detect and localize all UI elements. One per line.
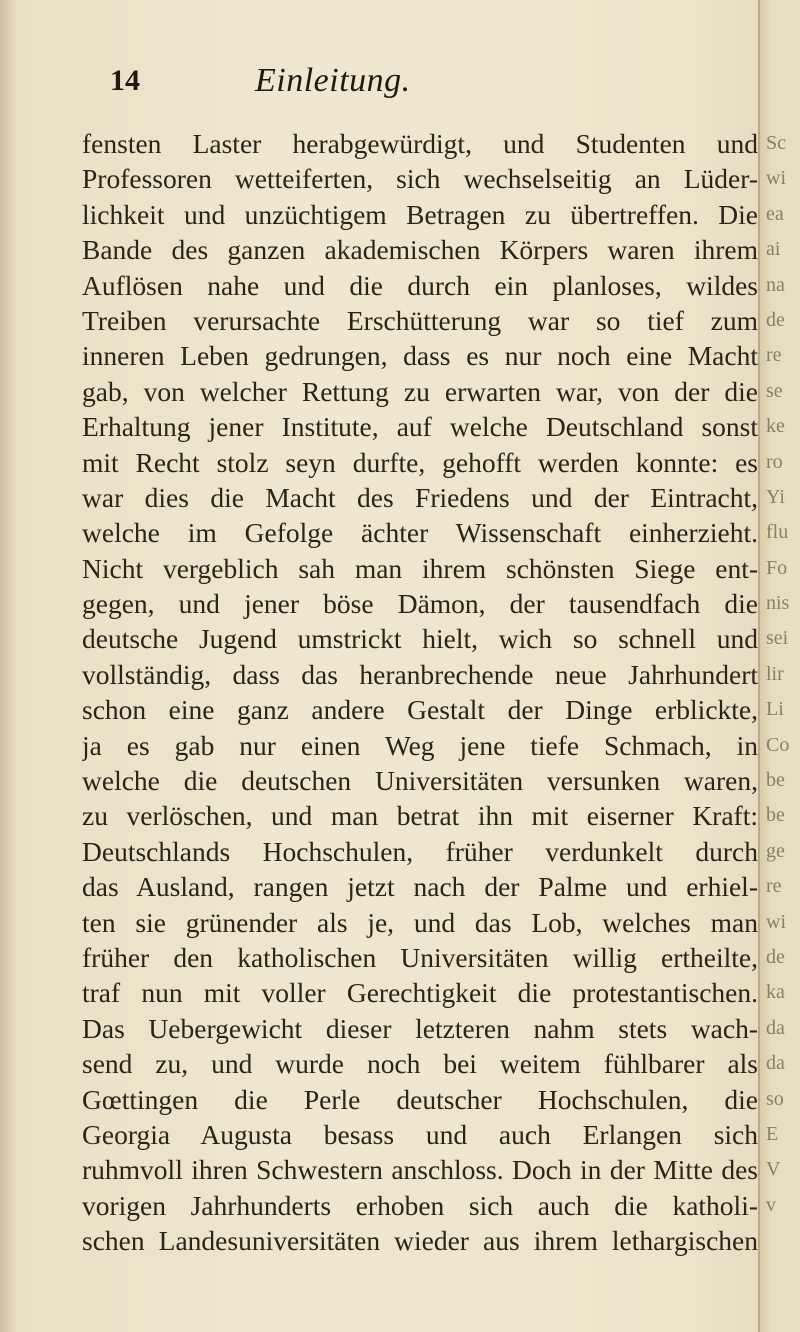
edge-fragment: ge bbox=[766, 839, 785, 862]
text-line: fensten Laster herabgewürdigt, und Studenten und bbox=[82, 128, 758, 159]
text-line: ruhmvoll ihren Schwestern anschloss. Doch in der Mitte des bbox=[82, 1154, 758, 1186]
text-line: gegen, und jener böse Dämon, der tausendfach die bbox=[82, 588, 758, 620]
text-line: lichkeit und unzüchtigem Betragen zu übertreffen. Die bbox=[82, 198, 758, 230]
edge-fragment: Li bbox=[766, 698, 784, 721]
edge-fragment: se bbox=[766, 379, 783, 402]
edge-fragment: wi bbox=[766, 910, 786, 933]
running-head: Einleitung. bbox=[255, 62, 411, 99]
text-line: Erhaltung jener Institute, auf welche Deutschland sonst bbox=[82, 411, 758, 443]
page-gutter-shadow bbox=[0, 0, 18, 1332]
text-line: Professoren wetteiferten, sich wechselseitig an Lüder- bbox=[82, 163, 758, 195]
edge-fragment: da bbox=[766, 1052, 785, 1075]
text-line: vollständig, dass das heranbrechende neue Jahrhundert bbox=[82, 658, 758, 690]
edge-fragment: ai bbox=[766, 238, 781, 261]
text-line: Bande des ganzen akademischen Körpers waren ihrem bbox=[82, 234, 758, 266]
text-line: ja es gab nur einen Weg jene tiefe Schmach, in bbox=[82, 729, 758, 761]
edge-fragment: v bbox=[766, 1193, 776, 1216]
adjacent-page-edge bbox=[758, 0, 800, 1332]
text-line: Treiben verursachte Erschütterung war so tief zum bbox=[82, 304, 758, 336]
edge-fragment: ea bbox=[766, 202, 784, 225]
edge-fragment: lir bbox=[766, 662, 784, 685]
edge-fragment: re bbox=[766, 344, 782, 367]
edge-fragment: ke bbox=[766, 415, 785, 438]
edge-fragment: ro bbox=[766, 450, 783, 473]
edge-fragment: nis bbox=[766, 592, 790, 615]
edge-fragment: de bbox=[766, 308, 785, 331]
edge-fragment: V bbox=[766, 1158, 781, 1181]
text-line: das Ausland, rangen jetzt nach der Palme und erhiel- bbox=[82, 871, 758, 903]
edge-fragment: sei bbox=[766, 627, 789, 650]
text-line: deutsche Jugend umstrickt hielt, wich so schnell und bbox=[82, 623, 758, 655]
text-line: vorigen Jahrhunderts erhoben sich auch die katholi- bbox=[82, 1189, 758, 1221]
text-line: welche im Gefolge ächter Wissenschaft einherzieht. bbox=[82, 517, 758, 549]
text-line: zu verlöschen, und man betrat ihn mit eiserner Kraft: bbox=[82, 800, 758, 832]
edge-fragment: da bbox=[766, 1016, 785, 1039]
text-line: Georgia Augusta besass und auch Erlangen sich bbox=[82, 1118, 758, 1150]
page-number: 14 bbox=[110, 64, 140, 97]
text-line: inneren Leben gedrungen, dass es nur noch eine Macht bbox=[82, 340, 758, 372]
page-header bbox=[0, 52, 760, 102]
text-line: Auflösen nahe und die durch ein planloses, wildes bbox=[82, 269, 758, 301]
text-line: schen Landesuniversitäten wieder aus ihrem lethargischen bbox=[82, 1225, 758, 1257]
edge-fragment: flu bbox=[766, 521, 789, 544]
edge-fragment: be bbox=[766, 804, 785, 827]
text-line: Gœttingen die Perle deutscher Hochschulen, die bbox=[82, 1083, 758, 1115]
text-line: schon eine ganz andere Gestalt der Dinge erblickte, bbox=[82, 694, 758, 726]
edge-fragment: re bbox=[766, 875, 782, 898]
text-line: gab, von welcher Rettung zu erwarten war, von der die bbox=[82, 375, 758, 407]
text-line: früher den katholischen Universitäten willig ertheilte, bbox=[82, 941, 758, 973]
text-line: mit Recht stolz seyn durfte, gehofft werden konnte: es bbox=[82, 446, 758, 478]
edge-fragment: Sc bbox=[766, 132, 786, 154]
text-line: Deutschlands Hochschulen, früher verdunkelt durch bbox=[82, 835, 758, 867]
text-line: send zu, und wurde noch bei weitem fühlbarer als bbox=[82, 1048, 758, 1080]
text-line: Nicht vergeblich sah man ihrem schönsten Siege ent- bbox=[82, 552, 758, 584]
edge-fragment: Co bbox=[766, 733, 790, 756]
edge-fragment: Yi bbox=[766, 485, 785, 508]
edge-fragment: E bbox=[766, 1122, 779, 1145]
text-line: traf nun mit voller Gerechtigkeit die protestantischen. bbox=[82, 977, 758, 1009]
adjacent-page-fragments bbox=[766, 126, 794, 1223]
text-line: welche die deutschen Universitäten versunken waren, bbox=[82, 765, 758, 797]
text-line: Das Uebergewicht dieser letzteren nahm stets wach- bbox=[82, 1012, 758, 1044]
edge-fragment: Fo bbox=[766, 556, 788, 579]
edge-fragment: so bbox=[766, 1087, 784, 1110]
edge-fragment: de bbox=[766, 945, 785, 968]
edge-fragment: be bbox=[766, 769, 785, 792]
edge-fragment: ka bbox=[766, 981, 785, 1004]
body-text bbox=[82, 126, 758, 1259]
text-line: war dies die Macht des Friedens und der Eintracht, bbox=[82, 481, 758, 513]
edge-fragment: na bbox=[766, 273, 785, 296]
text-line: ten sie grünender als je, und das Lob, welches man bbox=[82, 906, 758, 938]
edge-fragment: wi bbox=[766, 167, 786, 190]
